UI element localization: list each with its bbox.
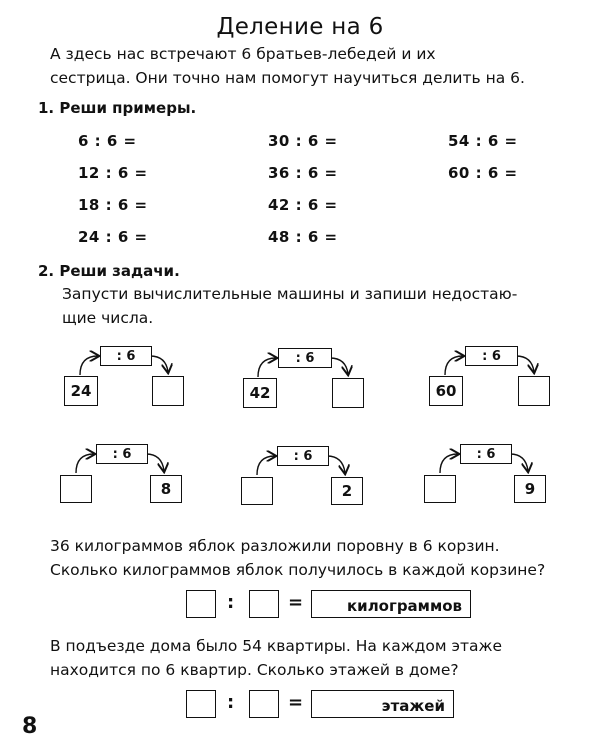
arrow-in (258, 358, 276, 377)
problem-2-line-2: находится по 6 квартир. Сколько этажей в доме? (50, 661, 459, 679)
answer-box[interactable] (60, 475, 92, 503)
answer-box[interactable] (152, 376, 184, 406)
colon-sign: : (227, 692, 235, 713)
answer-box[interactable] (424, 475, 456, 503)
result-box (331, 477, 363, 505)
answer-field[interactable] (311, 590, 471, 618)
arrow-in (440, 454, 458, 473)
exercise[interactable]: 60 : 6 = (448, 164, 518, 182)
problem-1-text (50, 534, 590, 582)
intro-line-1: А здесь нас встречают 6 братьев-лебедей и их (50, 45, 436, 63)
answer-box[interactable] (518, 376, 550, 406)
arrow-out (510, 454, 528, 471)
section-1-heading: 1. Реши примеры. (38, 99, 197, 117)
page-number: 8 (22, 714, 38, 739)
input-number: 24 (70, 382, 92, 400)
problem-1-line-1: 36 килограммов яблок разложили поровну в 6 корзин. (50, 537, 500, 555)
operation-label: : 6 (476, 446, 496, 462)
arrow-out (150, 356, 168, 372)
exercise[interactable]: 42 : 6 = (268, 196, 338, 214)
problem-1-line-2: Сколько килограммов яблок получилось в каждой корзине? (50, 561, 546, 579)
result-box (514, 475, 546, 503)
arrow-in (257, 456, 275, 475)
operation-box (278, 348, 332, 368)
result-box (150, 475, 182, 503)
dividend-box[interactable] (186, 590, 216, 618)
operation-label: : 6 (482, 348, 501, 364)
problem-2-text (50, 634, 590, 682)
operation-box (96, 444, 148, 464)
section-2-heading: 2. Реши задачи. (38, 262, 180, 280)
problem-2-line-1: В подъезде дома было 54 квартиры. На каждом этаже (50, 637, 503, 655)
operation-box (277, 446, 329, 466)
input-number: 42 (249, 384, 271, 402)
input-box (429, 376, 463, 406)
section-2-text-line-2: щие числа. (62, 309, 154, 327)
input-box (64, 376, 98, 406)
operation-label: : 6 (112, 446, 132, 462)
arrow-in (445, 356, 463, 375)
arrow-out (327, 456, 345, 473)
exercise[interactable]: 48 : 6 = (268, 228, 338, 246)
answer-box[interactable] (332, 378, 364, 408)
operation-box (465, 346, 518, 366)
arrow-out (516, 356, 534, 372)
exercise[interactable]: 36 : 6 = (268, 164, 338, 182)
operation-label: : 6 (295, 350, 315, 366)
operation-label: : 6 (293, 448, 313, 464)
answer-field[interactable] (311, 690, 454, 718)
colon-sign: : (227, 592, 235, 613)
result-number: 9 (524, 480, 536, 498)
operation-box (100, 346, 152, 366)
equals-sign: = (288, 692, 304, 713)
arrow-in (80, 356, 98, 375)
dividend-box[interactable] (186, 690, 216, 718)
unit-label: килограммов (347, 597, 462, 615)
divisor-box[interactable] (249, 590, 279, 618)
input-number: 60 (435, 382, 457, 400)
exercise[interactable]: 30 : 6 = (268, 132, 338, 150)
input-box (243, 378, 277, 408)
equals-sign: = (288, 592, 304, 613)
exercise[interactable]: 54 : 6 = (448, 132, 518, 150)
page-title: Деление на 6 (216, 14, 384, 40)
section-2-text-line-1: Запусти вычислительные машины и запиши недостаю- (62, 285, 518, 303)
arrow-out (146, 454, 164, 471)
operation-label: : 6 (116, 348, 136, 364)
unit-label: этажей (381, 697, 445, 715)
exercise[interactable]: 24 : 6 = (78, 228, 148, 246)
exercise[interactable]: 18 : 6 = (78, 196, 148, 214)
arrow-out (330, 358, 348, 374)
exercise[interactable]: 6 : 6 = (78, 132, 137, 150)
exercise[interactable]: 12 : 6 = (78, 164, 148, 182)
result-number: 2 (341, 482, 353, 500)
result-number: 8 (160, 480, 172, 498)
answer-box[interactable] (241, 477, 273, 505)
operation-box (460, 444, 512, 464)
divisor-box[interactable] (249, 690, 279, 718)
arrow-in (76, 454, 94, 473)
intro-line-2: сестрица. Они точно нам помогут научиться делить на 6. (50, 69, 525, 87)
